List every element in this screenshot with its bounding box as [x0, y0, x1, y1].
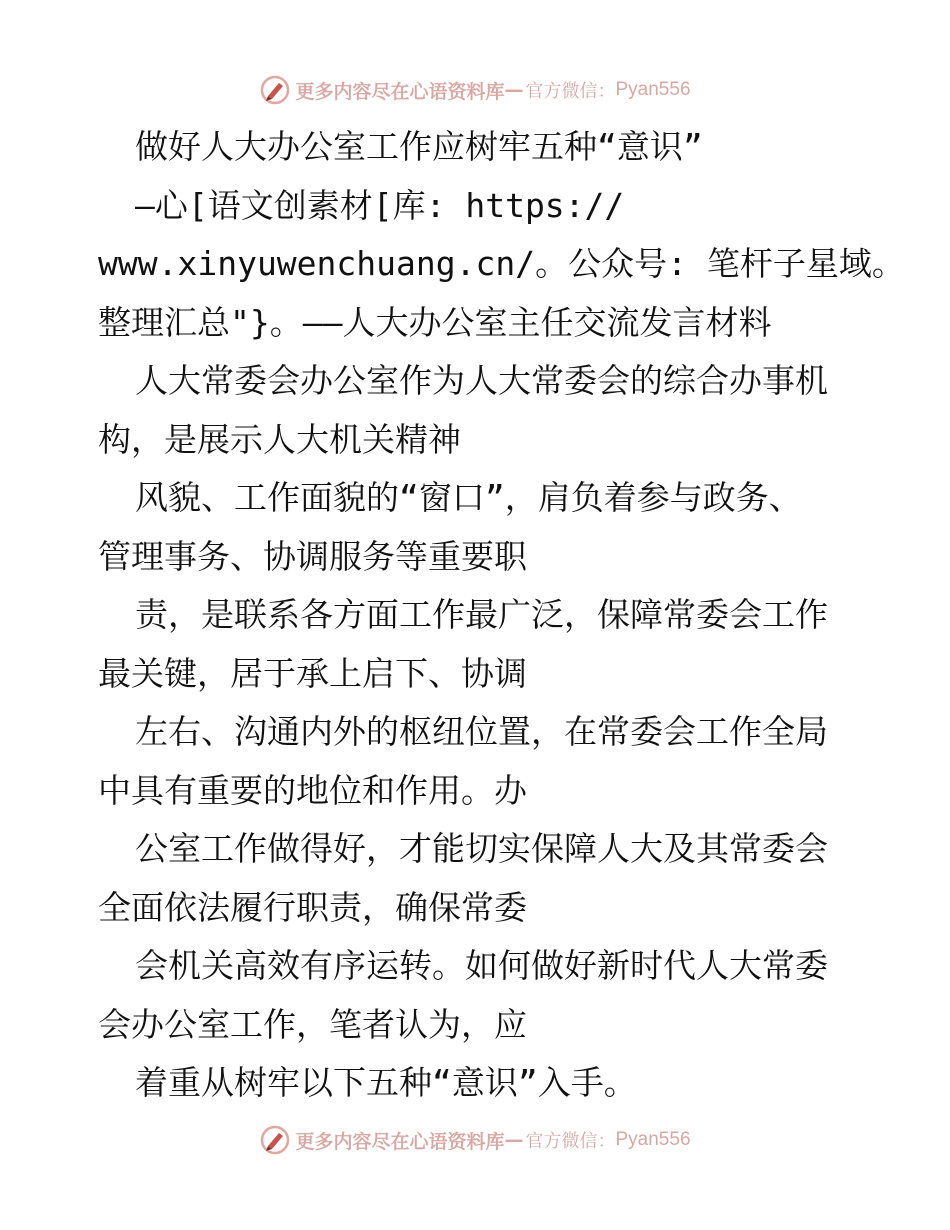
- doc-line: 左右、沟通内外的枢纽位置，在常委会工作全局: [135, 712, 828, 751]
- doc-line: 整理汇总"}。——人大办公室主任交流发言材料: [98, 302, 772, 342]
- doc-line: 会办公室工作，笔者认为，应: [98, 1004, 527, 1044]
- banner-wechat-id: Pyan556: [615, 1129, 691, 1150]
- banner-slogan: 更多内容尽在心语资料库: [295, 1130, 505, 1153]
- footer-banner: [0, 1120, 950, 1160]
- banner-wechat-label: 官方微信：: [525, 1131, 616, 1152]
- doc-line: —心[语文创素材[库: https://: [135, 185, 625, 225]
- pen-circle-icon: [259, 74, 291, 106]
- doc-line: 管理事务、协调服务等重要职: [98, 536, 527, 576]
- pen-circle-icon: [259, 1124, 291, 1156]
- doc-line: 最关键，居于承上启下、协调: [98, 653, 527, 693]
- banner-dash: —: [504, 79, 524, 101]
- doc-line: 人大常委会办公室作为人大常委会的综合办事机: [135, 361, 828, 400]
- doc-line: 着重从树牢以下五种“意识”入手。: [135, 1063, 637, 1102]
- document-body: [98, 118, 905, 1113]
- banner-slogan: 更多内容尽在心语资料库: [295, 80, 505, 103]
- doc-line: 会机关高效有序运转。如何做好新时代人大常委: [135, 946, 828, 985]
- doc-line: 责，是联系各方面工作最广泛，保障常委会工作: [135, 595, 828, 634]
- doc-line: www.xinyuwenchuang.cn/。公众号: 笔杆子星域。: [98, 244, 905, 283]
- doc-title: 做好人大办公室工作应树牢五种“意识”: [135, 127, 703, 166]
- banner-wechat-id: Pyan556: [615, 79, 691, 100]
- header-banner: [0, 70, 950, 110]
- doc-line: 公室工作做得好，才能切实保障人大及其常委会: [135, 829, 828, 868]
- doc-line: 中具有重要的地位和作用。办: [98, 770, 527, 810]
- doc-line: 风貌、工作面貌的“窗口”，肩负着参与政务、: [135, 478, 802, 517]
- banner-wechat-label: 官方微信：: [525, 81, 616, 102]
- doc-line: 构，是展示人大机关精神: [98, 419, 461, 459]
- banner-dash: —: [504, 1129, 524, 1151]
- doc-line: 全面依法履行职责，确保常委: [98, 887, 527, 927]
